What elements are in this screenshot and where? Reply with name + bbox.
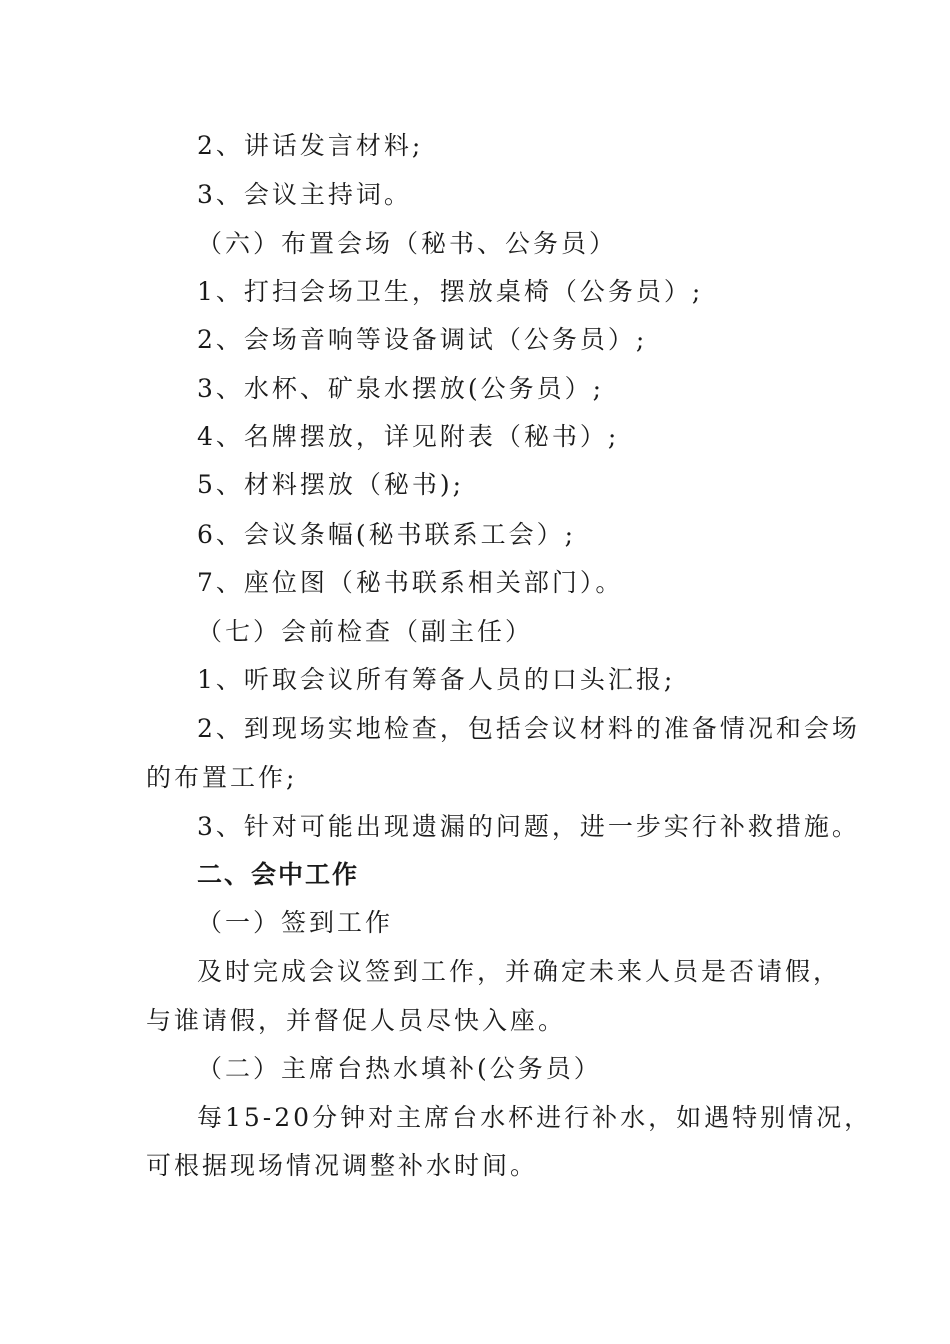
list-item: 6、会议条幅(秘书联系工会）; (197, 520, 577, 549)
list-item: 2、会场音响等设备调试（公务员）; (197, 325, 648, 354)
subsection-heading: （六）布置会场（秘书、公务员） (197, 229, 618, 258)
list-item: 3、针对可能出现遗漏的问题，进一步实行补救措施。 (197, 812, 860, 841)
list-item: 1、听取会议所有筹备人员的口头汇报; (197, 665, 676, 694)
list-item: 3、会议主持词。 (197, 180, 412, 209)
list-item-continuation: 的布置工作; (146, 763, 298, 792)
paragraph-line: 及时完成会议签到工作，并确定未来人员是否请假， (197, 957, 842, 986)
list-item: 4、名牌摆放，详见附表（秘书）; (197, 422, 620, 451)
list-item: 2、讲话发言材料; (197, 131, 424, 160)
paragraph-line: 可根据现场情况调整补水时间。 (146, 1151, 539, 1180)
list-item: 5、材料摆放（秘书); (197, 470, 465, 499)
subsection-heading: （二）主席台热水填补(公务员） (197, 1054, 602, 1083)
list-item: 2、到现场实地检查，包括会议材料的准备情况和会场 (197, 714, 860, 743)
paragraph-line: 与谁请假，并督促人员尽快入座。 (146, 1006, 567, 1035)
paragraph-line: 每15-20分钟对主席台水杯进行补水，如遇特别情况， (197, 1103, 873, 1132)
list-item: 3、水杯、矿泉水摆放(公务员）; (197, 374, 605, 403)
list-item: 7、座位图（秘书联系相关部门）。 (197, 568, 624, 597)
section-heading: 二、会中工作 (197, 860, 360, 889)
subsection-heading: （一）签到工作 (197, 908, 394, 937)
subsection-heading: （七）会前检查（副主任） (197, 617, 534, 646)
list-item: 1、打扫会场卫生，摆放桌椅（公务员）; (197, 277, 704, 306)
